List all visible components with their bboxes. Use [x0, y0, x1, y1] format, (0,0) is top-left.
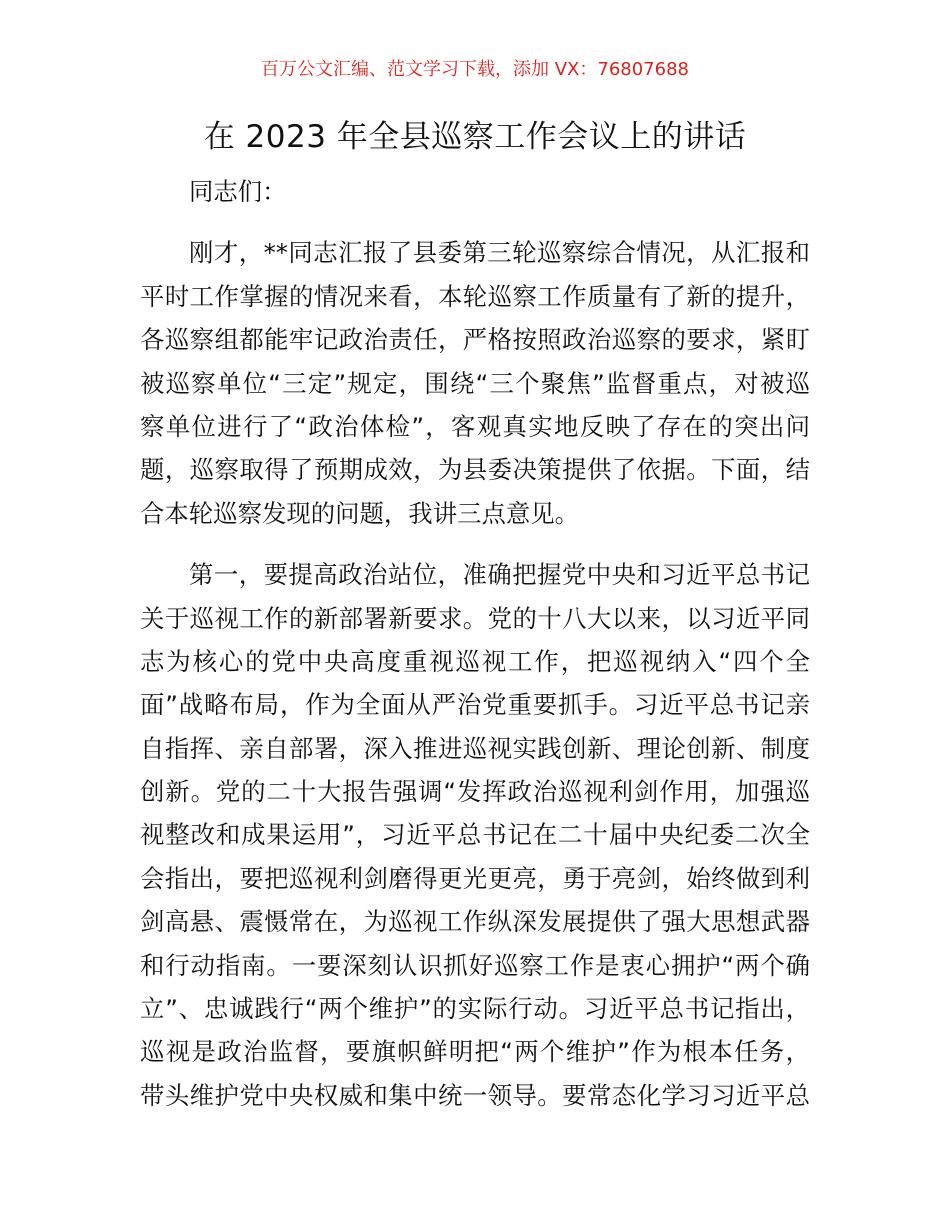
paragraph-2-line-4: 面”战略布局，作为全面从严治党重要抓手。习近平总书记亲 [140, 690, 810, 720]
paragraph-2-line-2: 关于巡视工作的新部署新要求。党的十八大以来，以习近平同 [140, 603, 810, 633]
paragraph-1-line-2: 平时工作掌握的情况来看，本轮巡察工作质量有了新的提升， [140, 281, 810, 311]
paragraph-2-line-11: 立”、忠诚践行“两个维护”的实际行动。习近平总书记指出， [140, 994, 810, 1024]
paragraph-gap [140, 535, 810, 553]
paragraph-2-line-3: 志为核心的党中央高度重视巡视工作，把巡视纳入“四个全 [140, 646, 810, 676]
document-body [140, 170, 810, 1117]
paragraph-1-line-7: 合本轮巡察发现的问题，我讲三点意见。 [140, 498, 580, 528]
paragraph-gap [140, 213, 810, 231]
paragraph-2-line-7: 视整改和成果运用”，习近平总书记在二十届中央纪委二次全 [140, 820, 810, 850]
paragraph-2-line-8: 会指出，要把巡视利剑磨得更光更亮，勇于亮剑，始终做到利 [140, 863, 810, 893]
paragraph-2-line-12: 巡视是政治监督，要旗帜鲜明把“两个维护”作为根本任务， [140, 1037, 810, 1067]
paragraph-1-line-3: 各巡察组都能牢记政治责任，严格按照政治巡察的要求，紧盯 [140, 325, 810, 355]
paragraph-2-line-6: 创新。党的二十大报告强调“发挥政治巡视利剑作用，加强巡 [140, 777, 810, 807]
paragraph-2-line-5: 自指挥、亲自部署，深入推进巡视实践创新、理论创新、制度 [140, 733, 810, 763]
paragraph-1-line-5: 察单位进行了“政治体检”，客观真实地反映了存在的突出问 [140, 411, 810, 441]
paragraph-1-line-4: 被巡察单位“三定”规定，围绕“三个聚焦”监督重点，对被巡 [140, 368, 810, 398]
paragraph-2-line-13: 带头维护党中央权威和集中统一领导。要常态化学习习近平总 [140, 1080, 810, 1110]
paragraph-2-line-10: 和行动指南。一要深刻认识抓好巡察工作是衷心拥护“两个确 [140, 950, 810, 980]
header-watermark: 百万公文汇编、范文学习下载，添加 VX：76807688 [261, 59, 689, 80]
paragraph-1-line-1: 刚才，**同志汇报了县委第三轮巡察综合情况，从汇报和 [189, 238, 810, 268]
paragraph-1-line-6: 题，巡察取得了预期成效，为县委决策提供了依据。下面，结 [140, 455, 810, 485]
salutation: 同志们： [189, 177, 287, 206]
paragraph-2-line-1: 第一，要提高政治站位，准确把握党中央和习近平总书记 [189, 560, 810, 590]
document-title: 在 2023 年全县巡察工作会议上的讲话 [203, 119, 747, 155]
paragraph-2-line-9: 剑高悬、震慑常在，为巡视工作纵深发展提供了强大思想武器 [140, 907, 810, 937]
